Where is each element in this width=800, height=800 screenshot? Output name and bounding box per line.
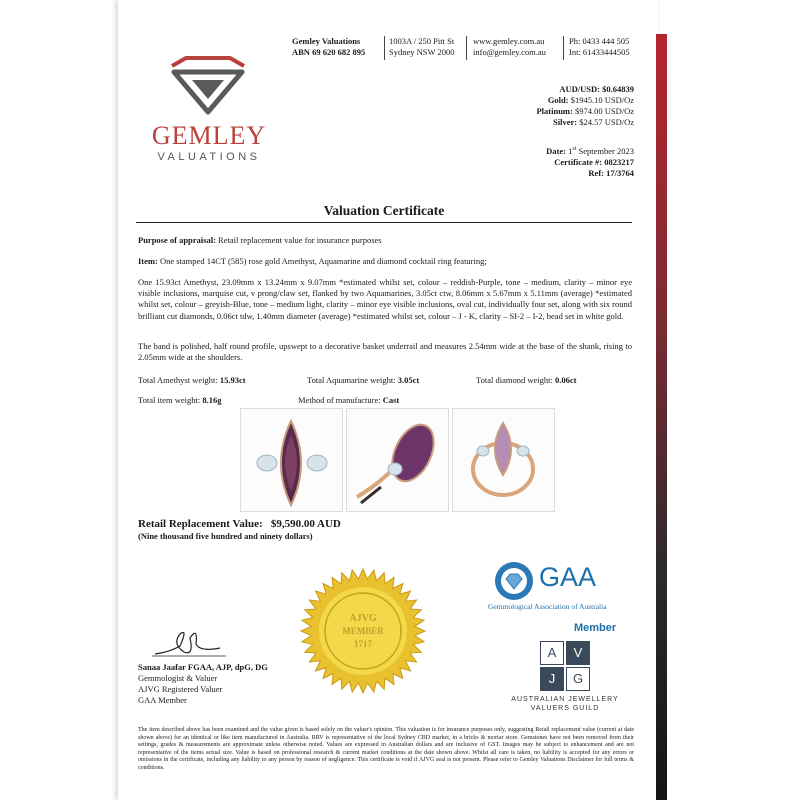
manufacture-method: Method of manufacture: Cast (298, 395, 400, 405)
ajvg-letter-a: A (540, 641, 564, 665)
signatory-name: Sanaa Jaafar FGAA, AJP, dpG, DG (138, 662, 268, 672)
item-line: Item: One stamped 14CT (585) rose gold Amethyst, Aquamarine and diamond cocktail ring featuring; (138, 256, 487, 266)
amethyst-weight: Total Amethyst weight: 15.93ct (138, 375, 246, 385)
gaa-emblem-icon (493, 560, 535, 602)
phone-block (569, 36, 630, 58)
item-description: One 15.93ct Amethyst, 23.09mm x 13.24mm x 9.07mm *estimated whilst set, colour – reddish-Purple, tone – medium, clarity – minor eye visible inclusions, marquise cut, v prong/claw set, flanked by two Aquamarines, 3.05ct ctw, 8.06mm x 5.67mm x 5.11mm (average) *estimated whilst set, colour – greyish-Blue, tone – medium light, clarity – minor eye visible inclusions, oval cut, individually four set, along with six round brilliant cut diamonds, 0.06ct tdw, 1.40mm diameter (average) *estimated whilst set, colour – J - K, clarity – SI-2 – I-2, bead set in white gold. (138, 277, 632, 321)
int-phone-number: Int: 61433444505 (569, 47, 630, 57)
meta-block (480, 144, 634, 179)
logo-subtitle: VALUATIONS (157, 151, 261, 163)
retail-value: Retail Replacement Value: $9,590.00 AUD (138, 518, 341, 530)
signatory-role-2: AJVG Registered Valuer (138, 684, 223, 694)
company-name: Gemley Valuations (292, 36, 361, 46)
logo-wordmark: GEMLEY (151, 121, 267, 150)
aud-usd-rate: AUD/USD: $0.64839 (559, 84, 634, 94)
ajvg-letter-v: V (566, 641, 590, 665)
gaa-member-label: Member (574, 622, 617, 634)
side-color-stripe (656, 34, 667, 800)
ajvg-logo (540, 641, 590, 691)
gemley-diamond-logo (162, 56, 254, 116)
certificate-date: Date: 1st September 2023 (546, 145, 634, 156)
address-line-2: Sydney NSW 2000 (389, 47, 455, 57)
item-weight: Total item weight: 8.16g (138, 395, 222, 405)
band-description: The band is polished, half round profile, upswept to a decorative basket underrail and measures 2.54mm wide at the base of the shank, rising to 2.05mm wide at the shoulders. (138, 341, 632, 363)
phone-number: Ph: 0433 444 505 (569, 36, 630, 46)
ring-photo-side (346, 408, 449, 512)
gaa-full-name: Gemmological Association of Australia (488, 602, 607, 611)
gold-rate: Gold: $1945.10 USD/Oz (547, 95, 634, 105)
company-abn: ABN 69 620 682 895 (292, 47, 366, 57)
aquamarine-weight: Total Aquamarine weight: 3.05ct (307, 375, 420, 385)
title-divider (136, 222, 632, 223)
seal-text-3: 1717 (354, 639, 372, 649)
seal-text-1: AJVG (349, 613, 377, 624)
purpose-line: Purpose of appraisal: Retail replacement value for insurance purposes (138, 235, 382, 245)
signature (150, 622, 230, 662)
gaa-wordmark: GAA (539, 562, 597, 592)
ajvg-gold-seal (300, 568, 426, 694)
ring-photo-front (240, 408, 343, 512)
company-block (292, 36, 384, 58)
certificate-number: Certificate #: 0823217 (554, 156, 634, 167)
seal-text-2: MEMBER (342, 626, 384, 636)
retail-value-words: (Nine thousand five hundred and ninety dollars) (138, 531, 313, 541)
ajvg-letter-j: J (540, 667, 564, 691)
address-line-1: 1003A / 250 Pitt St (389, 36, 455, 46)
page-title: Valuation Certificate (323, 203, 445, 218)
rates-block (480, 84, 634, 128)
ring-photo-top (452, 408, 555, 512)
ajvg-name: AUSTRALIAN JEWELLERY VALUERS GUILD (511, 696, 619, 712)
signatory-role-3: GAA Member (138, 695, 187, 705)
diamond-weight: Total diamond weight: 0.06ct (476, 375, 577, 385)
address-block (389, 36, 455, 58)
reference-number: Ref: 17/3764 (588, 167, 634, 178)
platinum-rate: Platinum: $974.00 USD/Oz (536, 106, 634, 116)
disclaimer-text: The item described above has been examined and the value given is based solely on the valuer's opinion. This valuation is for insurance purposes only, suggesting Retail replacement value (current at date shown above) for an identical or like item manufactured in Australia. RRV is representative of the local Sydney CBD market, in a bricks & mortar store. Gemstones have not been removed from their settings, grades & measurements are approximate unless otherwise noted. Values are expressed in Australian dollars and are inclusive of GST. Images may be subject to enhancement and are not representative of the items actual size. Value is based on professional research & current market conditions at the date shown above. Whilst all care is taken, no liability is accepted for any errors or omissions in the certificate, including any liability to any person by reason of negligence. This certificate is void if AJVG seal is not present. Please refer to Gemley Valuations Disclaimer for full terms & conditions. (138, 727, 634, 771)
signatory-role-1: Gemmologist & Valuer (138, 673, 218, 683)
email-link[interactable]: info@gemley.com.au (473, 47, 546, 57)
web-block (473, 36, 546, 58)
silver-rate: Silver: $24.57 USD/Oz (553, 117, 634, 127)
signatory-block (138, 662, 268, 706)
ajvg-letter-g: G (566, 667, 590, 691)
website-link[interactable]: www.gemley.com.au (473, 36, 545, 46)
